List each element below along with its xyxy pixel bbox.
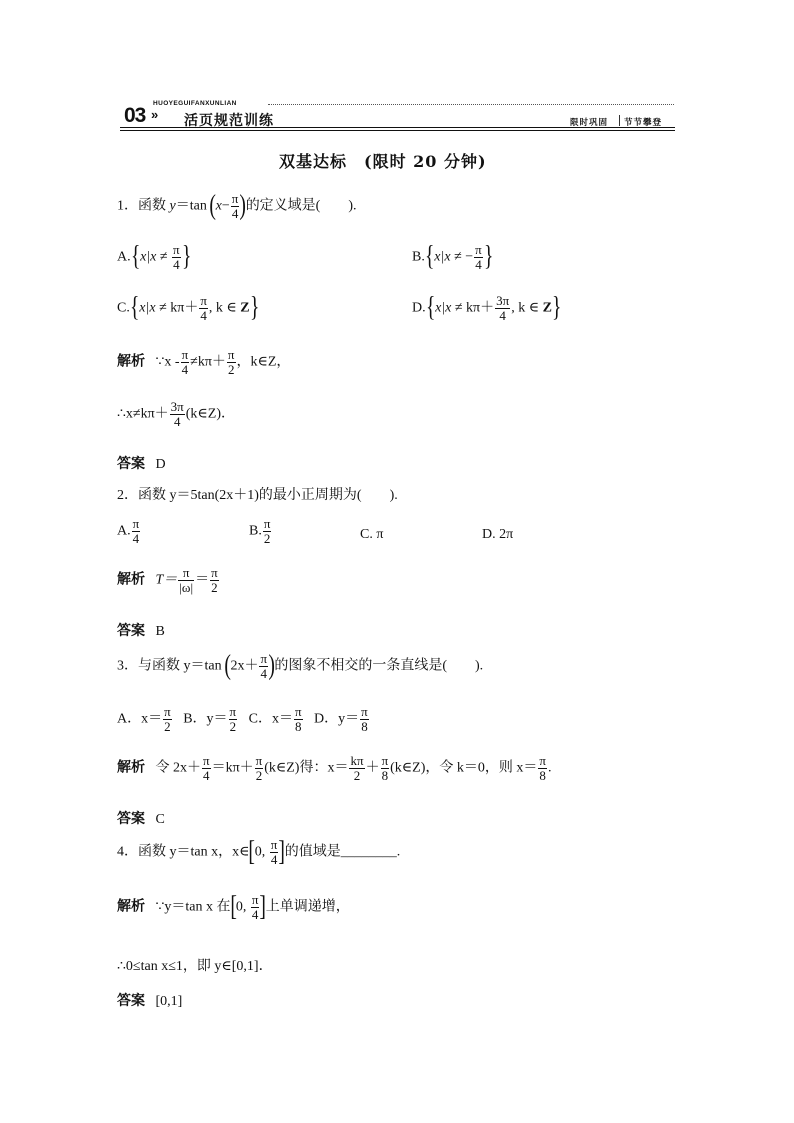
q3-solution: 解析 令 2x＋ $\frac{\pi}{4}$ ＝kπ＋ $\frac{\pi}{2}$ (k∈Z)得：x＝ $\frac{k\pi}{2}$ ＋ $\frac{\pi}{8}$ (k∈Z)，令 k＝0，则 x＝ $\frac{\pi}{8}$ . bbox=[117, 753, 552, 783]
q3-options: A．x＝ $\frac{\pi}{2}$ B．y＝ $\frac{\pi}{2}$ C．x＝ $\frac{\pi}{8}$ D．y＝ $\frac{\pi}{8}$ bbox=[117, 704, 368, 734]
q2-solution: 解析 T＝ $\frac{\pi}{|\omega|}$ ＝ $\frac{\pi}{2}$ bbox=[117, 565, 218, 595]
q4-stem: 4．函数 y＝tan x，x∈[0, $\frac{\pi}{4}$ ]的值域是________. bbox=[117, 836, 401, 868]
q1-option-c: C.{x|x ≠ kπ＋ $\frac{\pi}{4}$ , k ∈ Z} bbox=[117, 292, 260, 324]
q2-option-d: D. 2π bbox=[482, 527, 514, 542]
q3-answer: 答案 C bbox=[117, 811, 165, 827]
q1-option-d: D.{x|x ≠ kπ＋ $\frac{3\pi}{4}$ , k ∈ Z} bbox=[412, 292, 562, 324]
header-tag-left: 限时巩固 bbox=[570, 118, 609, 128]
header-section-number: 03 bbox=[124, 104, 146, 127]
section-title: 双基达标 (限时 20 分钟) bbox=[279, 152, 487, 171]
header-title: 活页规范训练 bbox=[184, 113, 274, 129]
q2-answer: 答案 B bbox=[117, 623, 165, 639]
q3-stem: 3．与函数 y＝tan (2x＋ $\frac{\pi}{4}$ )的图象不相交的一条直线是( ). bbox=[117, 650, 484, 682]
q1-option-b: B.{x|x ≠ − $\frac{\pi}{4}$ } bbox=[412, 241, 494, 273]
q1-solution: 解析 ∵x - $\frac{\pi}{4}$ ≠kπ＋ $\frac{\pi}{2}$ ，k∈Z， bbox=[117, 347, 291, 377]
q1-answer: 答案 D bbox=[117, 456, 166, 472]
q1-option-a: A.{x|x ≠ $\frac{\pi}{4}$ } bbox=[117, 241, 192, 273]
q2-option-a: A. $\frac{\pi}{4}$ bbox=[117, 516, 140, 546]
header-pinyin: HUOYEGUIFANXUNLIAN bbox=[153, 100, 237, 107]
q4-answer: 答案 [0,1] bbox=[117, 993, 183, 1009]
q1-solution-line2: ∴x≠kπ＋ $\frac{3\pi}{4}$ (k∈Z)． bbox=[117, 399, 235, 429]
header-double-chevron-icon: » bbox=[151, 107, 159, 122]
header-dotted-rule bbox=[268, 104, 674, 105]
header-rule-top bbox=[120, 127, 675, 128]
q2-option-c: C. π bbox=[360, 527, 384, 542]
q2-stem: 2．函数 y＝5tan(2x＋1)的最小正周期为( ). bbox=[117, 488, 398, 503]
q1-stem: 1．函数 y＝tan (x− $\frac{\pi}{4}$ )的定义域是( ). bbox=[117, 190, 357, 222]
q4-solution-line2: ∴0≤tan x≤1，即 y∈[0,1]． bbox=[117, 959, 273, 974]
q2-option-b: B. $\frac{\pi}{2}$ bbox=[249, 516, 271, 546]
header-tag-right: 节节攀登 bbox=[624, 118, 663, 128]
header-tag-divider bbox=[619, 115, 620, 126]
q4-solution: 解析 ∵y＝tan x 在[0, $\frac{\pi}{4}$ ]上单调递增， bbox=[117, 891, 350, 923]
header-rule-bottom bbox=[120, 130, 675, 131]
